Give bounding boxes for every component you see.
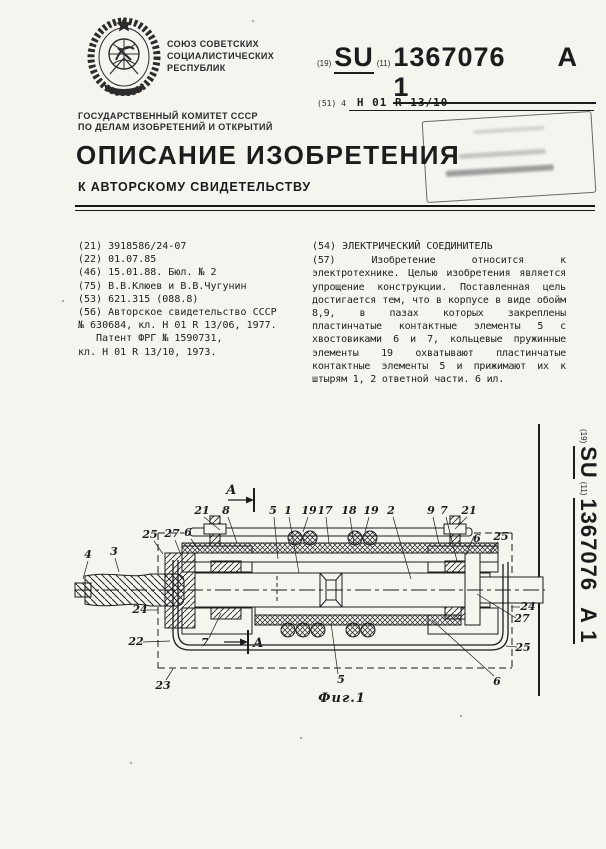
upper-insulation-strip <box>182 543 498 562</box>
part-label-1: 1 <box>284 504 292 517</box>
figure-1-drawing <box>70 480 550 715</box>
sidebar-number-value: 1367076 <box>576 498 601 592</box>
part-label-19: 19 <box>363 504 379 517</box>
ipc-code: H 01 R 13/10 <box>349 96 594 111</box>
kind-code: A 1 <box>393 42 578 102</box>
document-subtitle: К АВТОРСКОМУ СВИДЕТЕЛЬСТВУ <box>78 180 311 194</box>
part-label-17: 17 <box>317 504 333 517</box>
stamp-smudge <box>446 164 554 177</box>
header-divider <box>75 205 595 211</box>
part-label-5: 5 <box>337 673 345 686</box>
right-end-plate-and-pin <box>465 553 543 625</box>
part-label-7: 7 <box>440 504 448 517</box>
abstract-column <box>312 240 566 386</box>
leader-line <box>331 623 338 674</box>
section-letter: А <box>226 483 237 498</box>
sidebar-publication-number <box>563 426 601 694</box>
sidebar-kind-code: A 1 <box>576 607 601 644</box>
biblio-line: (56) Авторское свидетельство СССР <box>78 307 277 319</box>
biblio-line: (22) 01.07.85 <box>78 254 157 266</box>
scan-speckle <box>252 20 254 22</box>
scan-speckle <box>62 300 64 302</box>
part-label-25: 25 <box>493 530 509 543</box>
part-label-25: 25 <box>515 641 531 654</box>
part-label-5: 5 <box>269 504 277 517</box>
biblio-line: № 630684, кл. H 01 R 13/06, 1977. <box>78 320 277 332</box>
sidebar-inid-11: (11) <box>579 481 588 496</box>
part-label-21: 21 <box>461 504 477 517</box>
part-label-25: 25 <box>142 528 158 541</box>
union-line: РЕСПУБЛИК <box>167 63 226 73</box>
sidebar-number <box>573 498 601 643</box>
biblio-line: кл. H 01 R 13/10, 1973. <box>78 346 217 358</box>
biblio-line: (21) 3918586/24-07 <box>78 241 187 252</box>
scan-speckle <box>460 715 462 717</box>
part-label-6: 6 <box>473 532 481 545</box>
stamp-smudge <box>458 148 546 158</box>
part-label-6: 6 <box>184 526 192 539</box>
abstract-text: (57) Изобретение относится к электротехнике. Целью изобретения является упрощение конструкции. Поставленная цель достигается тем, что в корпусе в виде обойм 8,9, в пазах которых закреплены пластинчатые контактные элементы 5 с хвостовиками 6 и 7, кольцевые пружинные элементы 19 охватывают пластинчатые контактные элементы 5 и прижимают их к штырям 1, 2 ответной части. 6 ил. <box>312 255 566 386</box>
part-label-8: 8 <box>222 504 230 517</box>
bibliographic-column <box>78 240 313 359</box>
part-label-27: 27 <box>164 527 180 540</box>
part-label-22: 22 <box>128 635 144 648</box>
part-label-6: 6 <box>493 675 501 688</box>
part-label-24: 24 <box>132 603 148 616</box>
inid-code-19: (19) <box>317 59 332 68</box>
union-line: СОЮЗ СОВЕТСКИХ <box>167 39 260 49</box>
biblio-line: (46) 15.01.88. Бюл. № 2 <box>78 267 217 279</box>
part-label-23: 23 <box>155 679 171 692</box>
committee-name <box>78 111 273 133</box>
part-label-4: 4 <box>84 548 92 561</box>
publication-number <box>393 42 596 104</box>
inid-code-51: (51) 4 <box>317 99 346 108</box>
scan-speckle <box>300 737 302 739</box>
inid-code-11: (11) <box>376 59 391 68</box>
part-label-27: 27 <box>514 612 530 625</box>
invention-title: (54) ЭЛЕКТРИЧЕСКИЙ СОЕДИНИТЕЛЬ <box>312 241 493 252</box>
publication-number-row <box>314 42 596 104</box>
part-label-18: 18 <box>341 504 357 517</box>
figure-caption: Фиг.1 <box>318 691 366 706</box>
part-label-2: 2 <box>387 504 395 517</box>
part-label-3: 3 <box>110 545 118 558</box>
sidebar-inid-19: (19) <box>579 429 588 444</box>
leader-line <box>143 641 170 642</box>
union-name <box>167 38 274 74</box>
ipc-classification-row <box>314 96 594 111</box>
biblio-line: (53) 621.315 (088.8) <box>78 293 199 305</box>
leader-line <box>154 541 163 554</box>
committee-line: ГОСУДАРСТВЕННЫЙ КОМИТЕТ СССР <box>78 111 258 121</box>
union-line: СОЦИАЛИСТИЧЕСКИХ <box>167 51 275 61</box>
section-letter: А <box>253 636 264 651</box>
part-label-21: 21 <box>194 504 210 517</box>
part-label-7: 7 <box>201 636 209 649</box>
sidebar-country-code: SU <box>573 446 601 479</box>
leader-line <box>115 558 119 572</box>
part-label-24: 24 <box>520 600 536 613</box>
ussr-coat-of-arms-icon <box>85 12 163 96</box>
tie-rod-and-bolts <box>190 516 472 546</box>
part-label-19: 19 <box>301 504 317 517</box>
stamp-smudge <box>474 126 545 134</box>
scan-speckle <box>130 762 132 764</box>
biblio-line: (75) В.В.Клюев и В.В.Чугунин <box>78 280 247 292</box>
lower-insulation-strip <box>255 607 461 625</box>
biblio-line: Патент ФРГ № 1590731, <box>78 333 223 345</box>
publication-number-value: 1367076 <box>393 42 506 72</box>
country-code: SU <box>334 42 374 72</box>
committee-line: ПО ДЕЛАМ ИЗОБРЕТЕНИЙ И ОТКРЫТИЙ <box>78 122 273 132</box>
document-title: ОПИСАНИЕ ИЗОБРЕТЕНИЯ <box>76 140 461 170</box>
part-label-9: 9 <box>427 504 435 517</box>
